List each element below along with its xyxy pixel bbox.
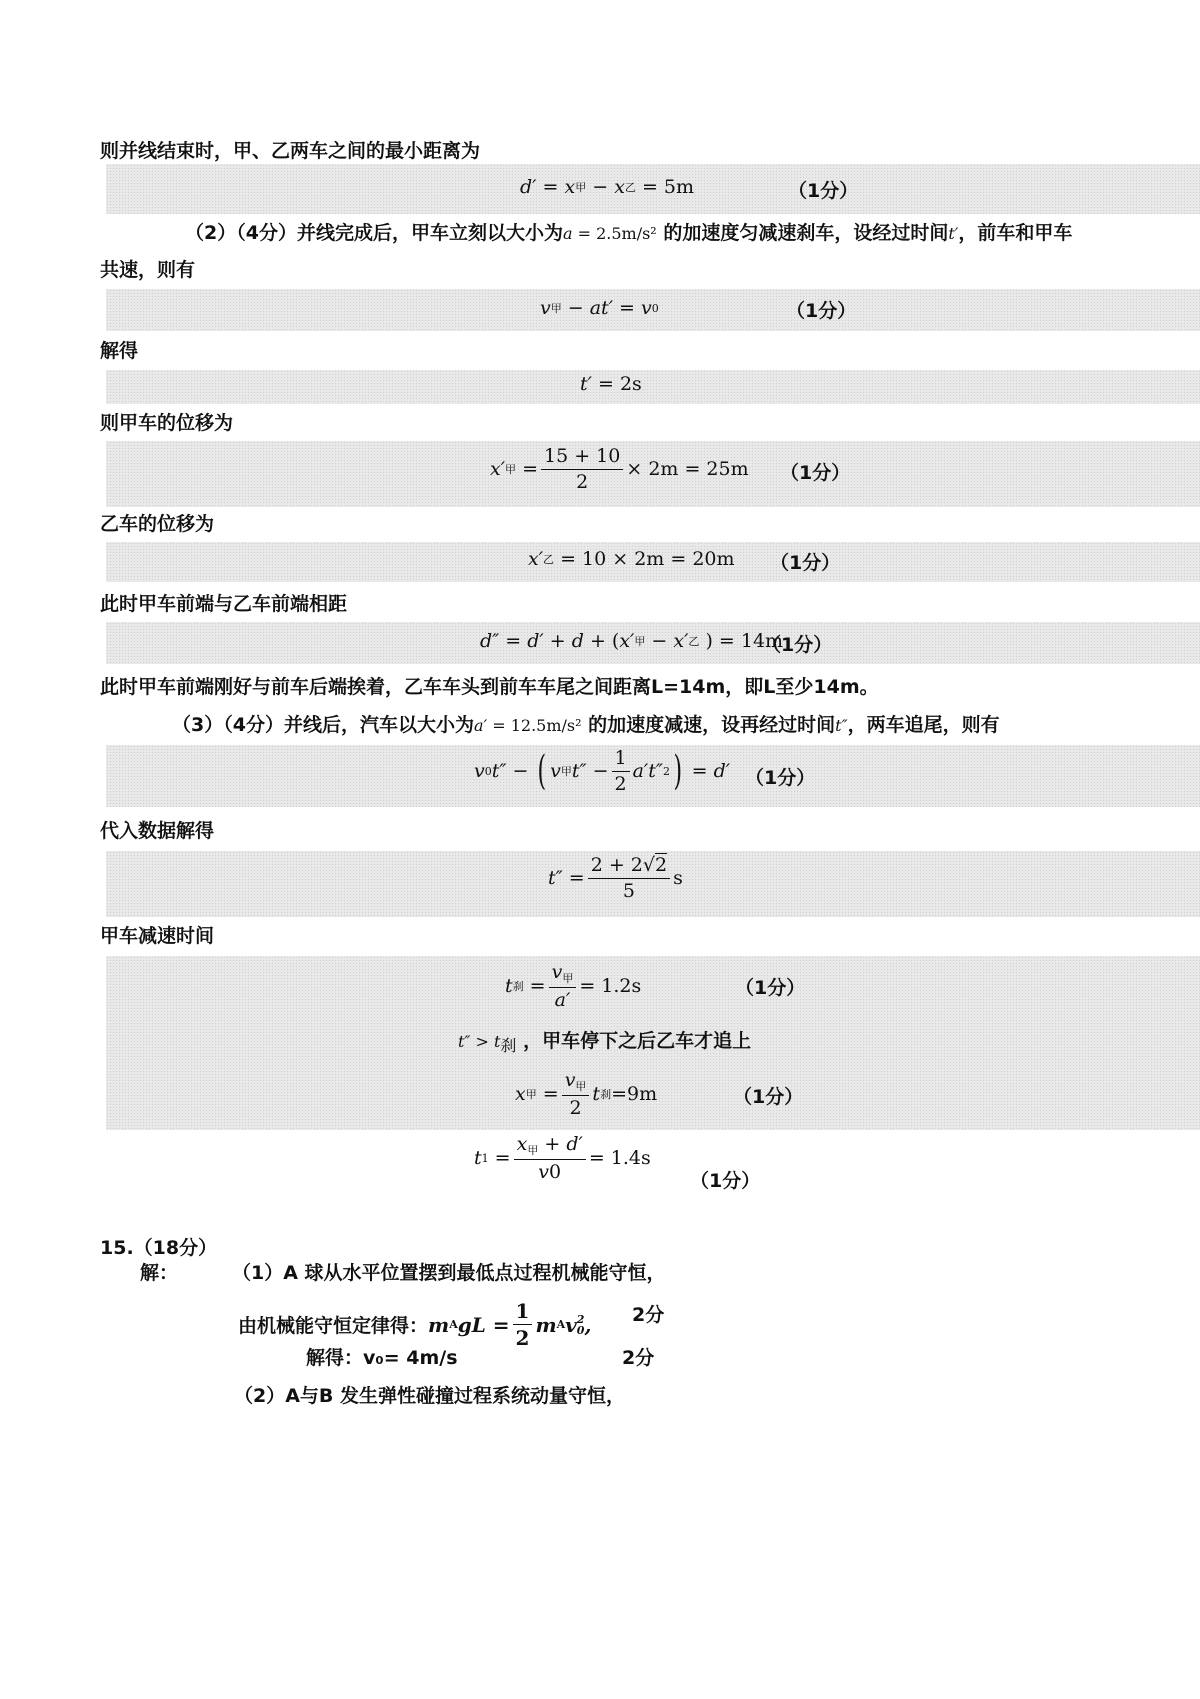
text-line-10: 代入数据解得	[100, 820, 215, 842]
score-7: （1分）	[735, 977, 806, 999]
section-15-v0-score: 2分	[622, 1347, 655, 1369]
equation-band-3	[106, 370, 1200, 404]
text-line-7: 此时甲车前端与乙车前端相距	[100, 593, 348, 615]
equation-t-double-prime: t″ = $\frac{2 + 2√2}{5}$ s	[548, 854, 683, 902]
score-1: （1分）	[788, 180, 859, 202]
section-15-part1: （1）A 球从水平位置摆到最低点过程机械能守恒，	[232, 1262, 666, 1284]
equation-jia-displacement: x′ 甲 = $\frac{15 + 10}{2}$ × 2m = 25m	[490, 445, 749, 493]
score-5: （1分）	[762, 634, 833, 656]
text-line-8: 此时甲车前端刚好与前车后端挨着，乙车车头到前车车尾之间距离L=14m，即L至少14m。	[100, 676, 879, 698]
score-6: （1分）	[745, 767, 816, 789]
text-line-12: $t'' > t_刹$ ，甲车停下之后乙车才追上	[458, 1030, 752, 1055]
equation-brake-time: t 刹 = $\frac{v_甲}{a'}$ = 1.2s	[505, 961, 642, 1012]
equation-t1: t 1 = $\frac{x_甲 + d'}{v0}$ = 1.4s	[474, 1133, 651, 1184]
text-line-6: 乙车的位移为	[100, 513, 215, 535]
equation-time: t′ = 2s	[580, 373, 642, 395]
section-15-energy-line: 由机械能守恒定律得： m A gL = $\frac{1}{2}$ m A v 2 0 ,	[238, 1299, 592, 1350]
text-line-2: （2）（4分）并线完成后，甲车立刻以大小为a = 2.5m/s² 的加速度匀减速刹车，设经过时间t′，前车和甲车	[185, 222, 1073, 244]
score-8: （1分）	[733, 1086, 804, 1108]
section-15-energy-score: 2分	[632, 1304, 665, 1326]
equation-min-distance: d′ = x 甲 − x 乙 = 5m	[520, 176, 695, 198]
score-3: （1分）	[780, 462, 851, 484]
text-line-5: 则甲车的位移为	[100, 412, 234, 434]
text-line-4: 解得	[100, 340, 139, 362]
equation-jia-brake-displacement: x 甲 = $\frac{v_甲}{2}$ t 刹 =9m	[515, 1069, 658, 1120]
text-line-1: 则并线结束时，甲、乙两车之间的最小距离为	[100, 140, 481, 162]
score-4: （1分）	[770, 552, 841, 574]
text-line-3: 共速，则有	[100, 259, 196, 281]
section-15-title: 15.（18分）	[100, 1237, 218, 1259]
score-2: （1分）	[786, 300, 857, 322]
score-9: （1分）	[690, 1170, 761, 1192]
section-15-part2: （2）A与B 发生弹性碰撞过程系统动量守恒，	[234, 1385, 626, 1407]
equation-yi-displacement: x′ 乙 = 10 × 2m = 20m	[528, 548, 735, 570]
section-15-jie: 解：	[140, 1262, 179, 1284]
text-line-11: 甲车减速时间	[100, 925, 215, 947]
text-line-9: （3）（4分）并线后，汽车以大小为a′ = 12.5m/s² 的加速度减速，设再经过时间t″，两车追尾，则有	[172, 714, 1000, 736]
equation-front-distance: d″ = d′ + d + ( x′ 甲 − x′ 乙 ) = 14m	[480, 630, 784, 652]
equation-rear-end: v 0 t″ − ( v 甲 t″ − $\frac{1}{2}$ a′t″ 2 ) = d′	[474, 747, 731, 795]
section-15-v0: 解得：v₀= 4m/s	[306, 1347, 458, 1369]
equation-common-speed: v 甲 − at′ = v 0	[540, 297, 659, 319]
